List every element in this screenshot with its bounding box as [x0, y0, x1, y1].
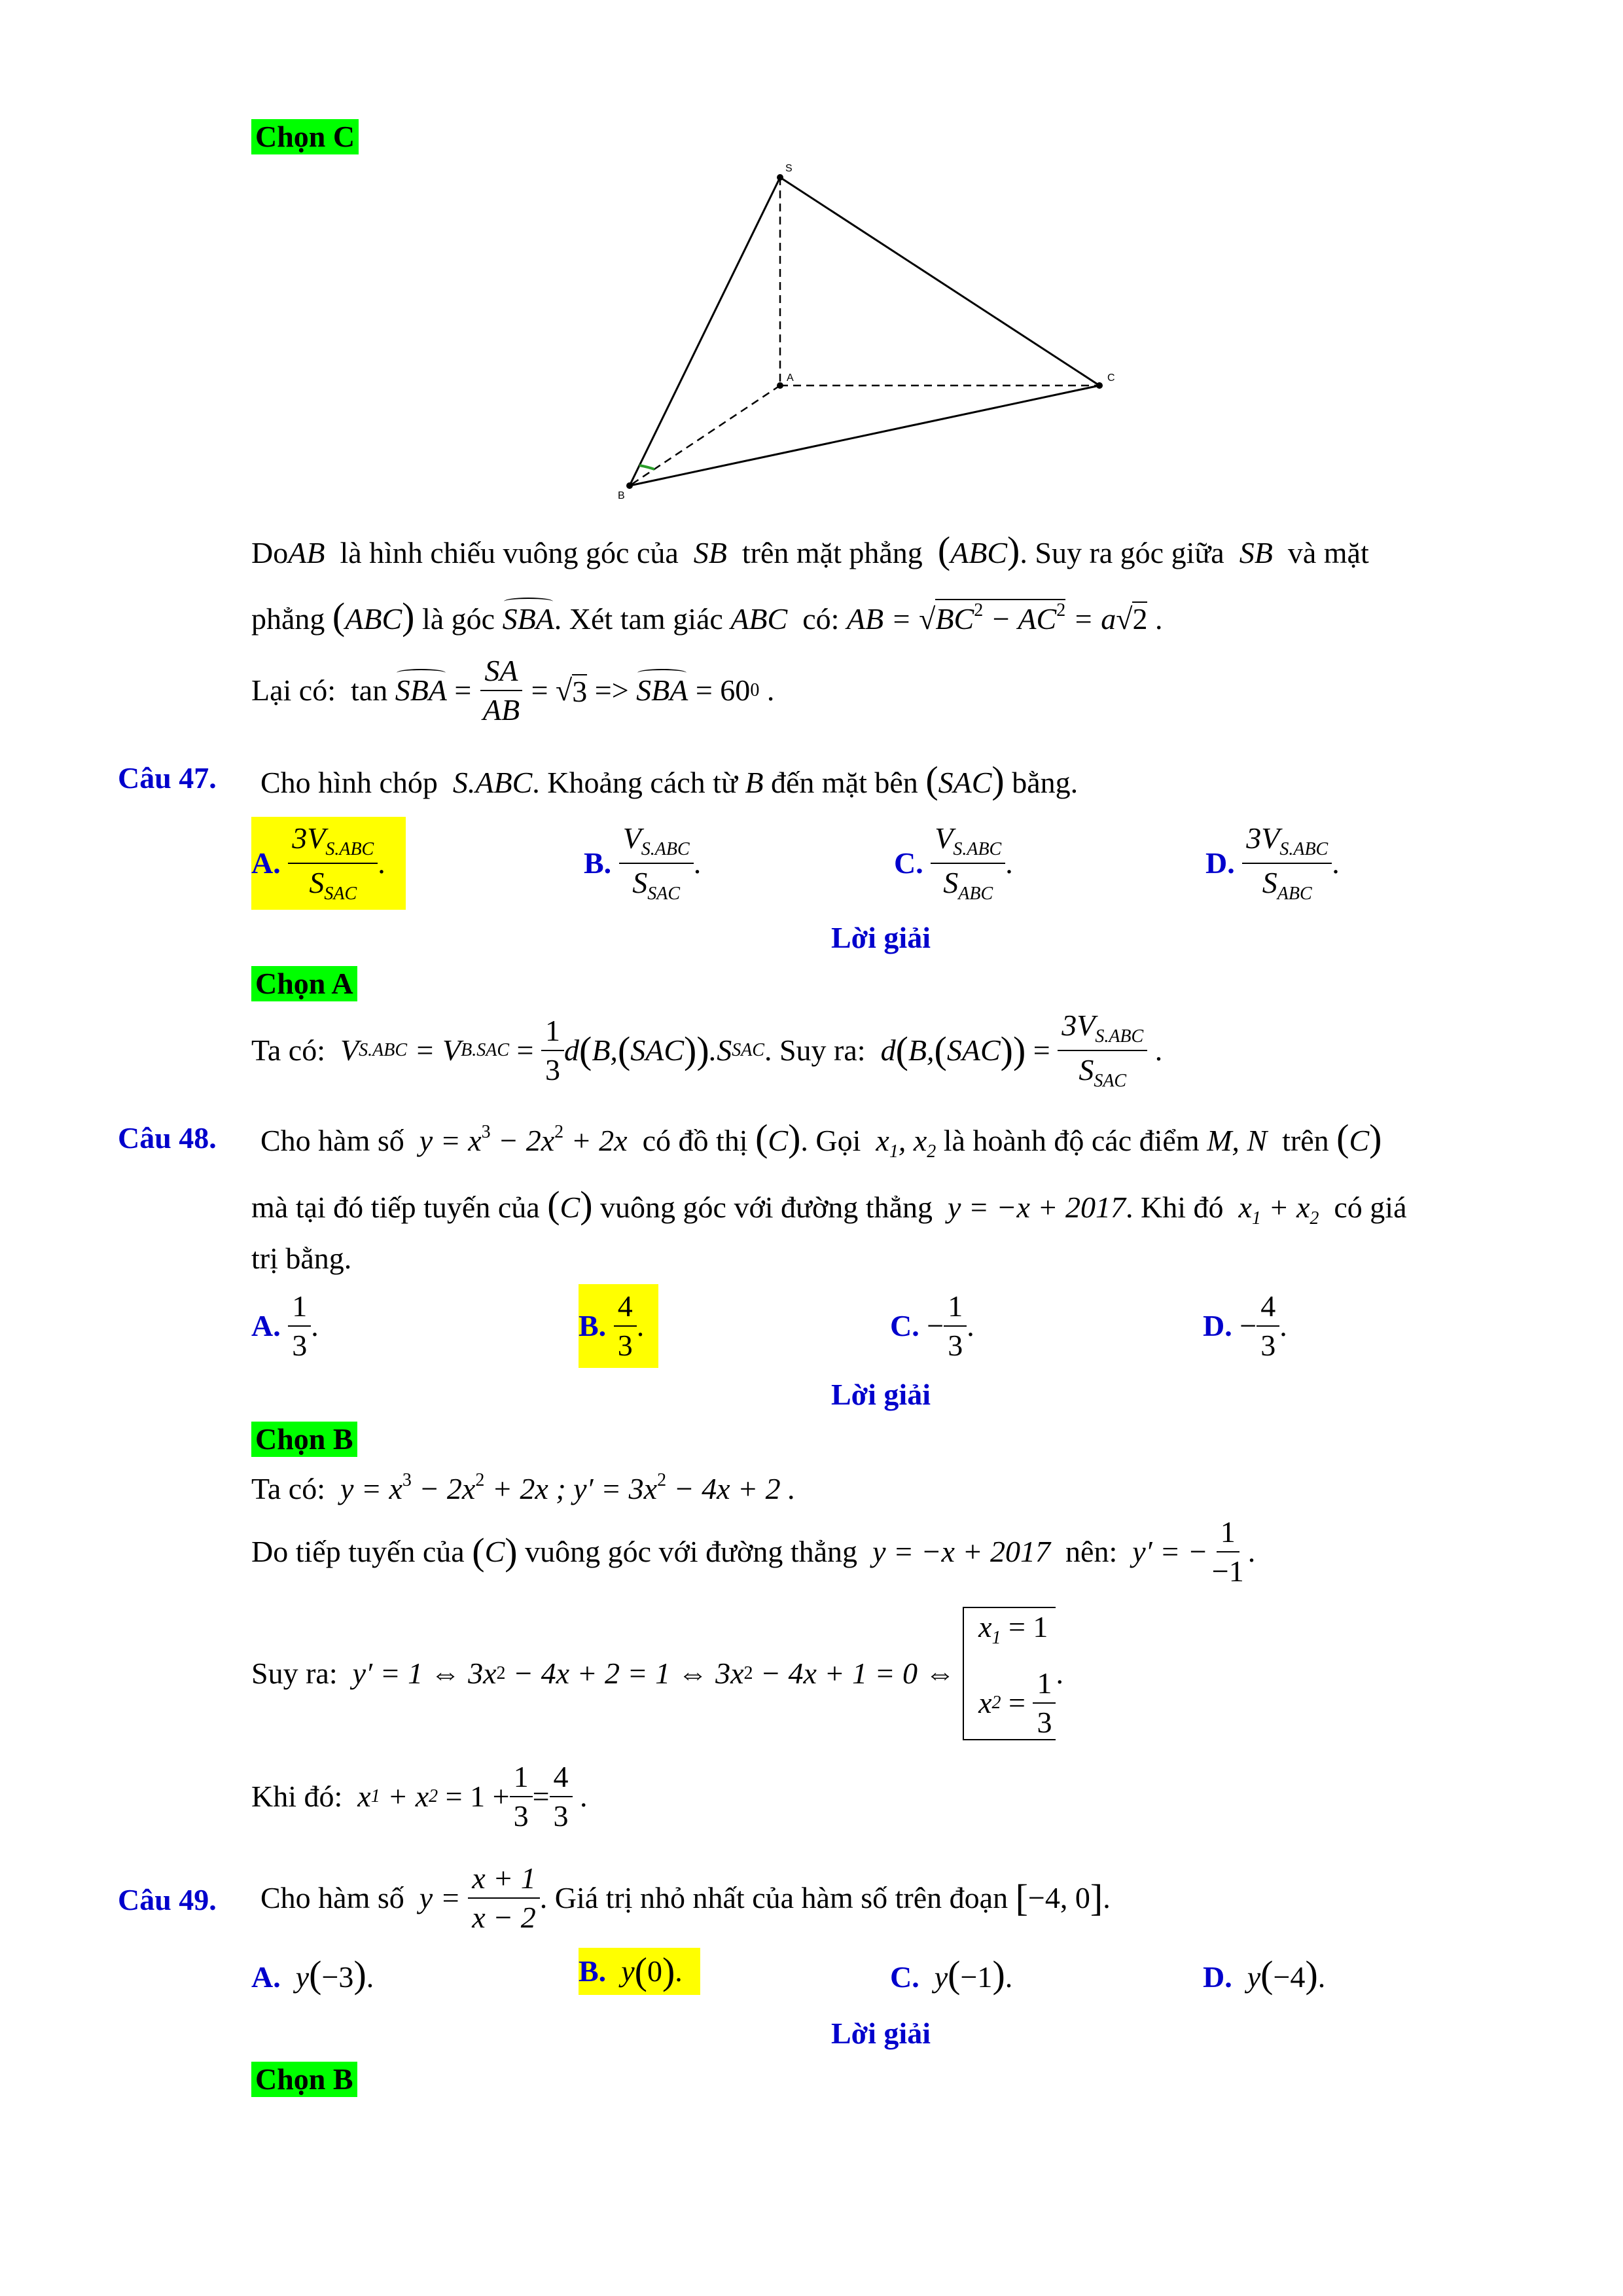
solution-48-line-1: Ta có: $y = x^3 - 2x^2 + 2x$ ; $y' = 3x^2 - 4x + 2$ . — [251, 1470, 796, 1505]
solution-line-3: Lại có: tan SBA = $\frac{SA}{AB}$ = √ 3 => SBA = 60 0 . — [251, 654, 775, 726]
solution-line-2: phẳng (ABC) là góc SBA. Xét tam giác ABC có: AB = $√BC^2 - AC^2 = a√2$ . — [251, 595, 1163, 637]
system-bracket: $x_1 = 1$ x 2 = $\frac{1}{3}$ — [963, 1607, 1056, 1740]
point-c — [1096, 382, 1103, 389]
q48-option-a[interactable]: A. $\frac{1}{3}$ . — [251, 1289, 319, 1362]
question-47-label: Câu 47. — [118, 761, 217, 795]
edge-sc — [780, 177, 1099, 386]
q49-option-a[interactable]: A. y(−3). — [251, 1953, 374, 1996]
answer-tag: Chọn C — [251, 119, 359, 154]
q49-option-b[interactable]: B. y ( 0 ) . — [579, 1948, 700, 1995]
point-b — [626, 482, 633, 489]
q49-option-d[interactable]: D. y(−4). — [1203, 1953, 1326, 1996]
q48-option-b[interactable]: B. $\frac{4}{3}$ . — [579, 1284, 658, 1368]
answer-tag-48: Chọn B — [251, 1422, 357, 1457]
q47-option-c[interactable]: C. $\frac{V_{S.ABC}}{S_{ABC}}$ . — [894, 821, 1013, 904]
edge-ab — [630, 386, 780, 486]
solution-line-1: DoAB là hình chiếu vuông góc của SB trên mặt phẳng (ABC). Suy ra góc giữa SB và mặt — [251, 529, 1369, 571]
q48-option-d[interactable]: D. − $\frac{4}{3}$ . — [1203, 1289, 1287, 1362]
q47-option-d[interactable]: D. $\frac{3V_{S.ABC}}{S_{ABC}}$ . — [1205, 821, 1340, 904]
point-s — [777, 174, 783, 181]
question-49-text: Cho hàm số y = $\frac{x + 1}{x - 2}$ . Giá trị nhỏ nhất của hàm số trên đoạn [ −4, 0 ] . — [260, 1861, 1111, 1934]
solution-48-line-4: Khi đó: x 1 + x 2 = 1 + $\frac{1}{3}$ = $\frac{4}{3}$ . — [251, 1760, 588, 1833]
question-48-line-1: Cho hàm số $y = x^3 - 2x^2 + 2x$ có đồ thị (C). Gọi $x_1$, $x_2$ là hoành độ các điểm M, N trên (C) — [260, 1117, 1382, 1162]
label-b: B — [618, 490, 625, 501]
question-47-text: Cho hình chóp S.ABC. Khoảng cách từ B đến mặt bên (SAC) bằng. — [260, 759, 1079, 801]
q47-option-a[interactable]: A. $\frac{3V_{S.ABC}}{S_{SAC}}$ . — [251, 817, 406, 910]
edge-sb — [630, 177, 780, 486]
label-a: A — [787, 372, 794, 384]
question-49-label: Câu 49. — [118, 1883, 217, 1916]
q49-option-c[interactable]: C. y(−1). — [890, 1953, 1013, 1996]
edge-bc — [630, 386, 1099, 486]
answer-tag-49: Chọn B — [251, 2062, 357, 2097]
q47-option-b[interactable]: B. $\frac{V_{S.ABC}}{S_{SAC}}$ . — [584, 821, 702, 904]
solution-48-line-3: Suy ra: y′ = 1 ⇔ 3x 2 − 4x + 2 = 1 ⇔ 3x 2 − 4x + 1 = 0 ⇔ $x_1 = 1$ x 2 = $\frac{1}{3}$ . — [251, 1605, 1063, 1742]
question-48-line-2: mà tại đó tiếp tuyến của (C) vuông góc với đường thẳng y = −x + 2017. Khi đó $x_1 + x_2$ có giá — [251, 1183, 1407, 1229]
label-c: C — [1107, 372, 1115, 384]
label-s: S — [785, 163, 793, 174]
solution-heading-49: Lời giải — [831, 2017, 931, 2050]
q48-option-c[interactable]: C. − $\frac{1}{3}$ . — [890, 1289, 974, 1362]
question-48-line-3: trị bằng. — [251, 1242, 352, 1275]
question-48-label: Câu 48. — [118, 1121, 217, 1155]
solution-47-line: Ta có: V S.ABC = V B.SAC = $\frac{1}{3}$ d ( B, ( SAC )) .S SAC . Suy ra: d ( B, ( SAC )) = $\frac{3V_{S.ABC}}{S_{SAC}}$ . — [251, 1009, 1163, 1091]
pyramid-figure — [615, 157, 1126, 504]
solution-heading-48: Lời giải — [831, 1378, 931, 1411]
solution-48-line-2: Do tiếp tuyến của ( C ) vuông góc với đường thẳng y = −x + 2017 nên: y′ = − $\frac{1}{-1}$ . — [251, 1515, 1256, 1588]
answer-tag-47: Chọn A — [251, 966, 357, 1001]
solution-heading-47: Lời giải — [831, 921, 931, 954]
point-a — [777, 382, 783, 389]
angle-marker — [639, 465, 654, 469]
